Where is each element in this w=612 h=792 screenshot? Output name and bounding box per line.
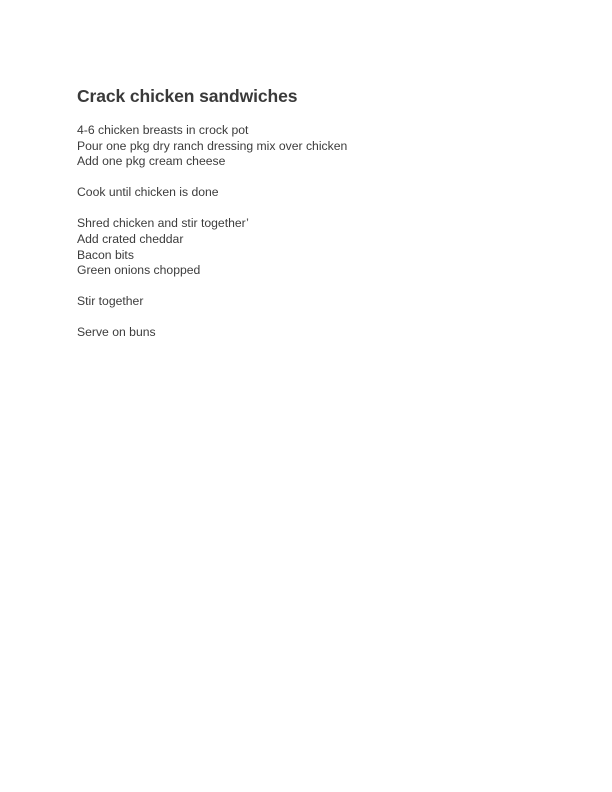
text-line: Shred chicken and stir together’ xyxy=(77,216,249,231)
text-line: Serve on buns xyxy=(77,325,156,340)
text-line: 4-6 chicken breasts in crock pot xyxy=(77,123,249,137)
text-line: Add one pkg cream cheese xyxy=(77,154,226,169)
text-line: Pour one pkg dry ranch dressing mix over chicken xyxy=(77,138,348,153)
paragraph-ingredients xyxy=(77,123,537,170)
paragraph-cook xyxy=(77,185,537,201)
text-line: Add crated cheddar xyxy=(77,231,184,246)
text-line: Green onions chopped xyxy=(77,263,201,278)
text-line: Stir together xyxy=(77,294,144,309)
document-body xyxy=(77,85,537,356)
paragraph-serve xyxy=(77,325,537,341)
document-title: Crack chicken sandwiches xyxy=(77,86,298,106)
text-line: Bacon bits xyxy=(77,247,134,262)
paragraph-stir xyxy=(77,294,537,310)
text-line: Cook until chicken is done xyxy=(77,185,219,200)
paragraph-shred xyxy=(77,216,537,278)
recipe-steps xyxy=(77,123,537,341)
